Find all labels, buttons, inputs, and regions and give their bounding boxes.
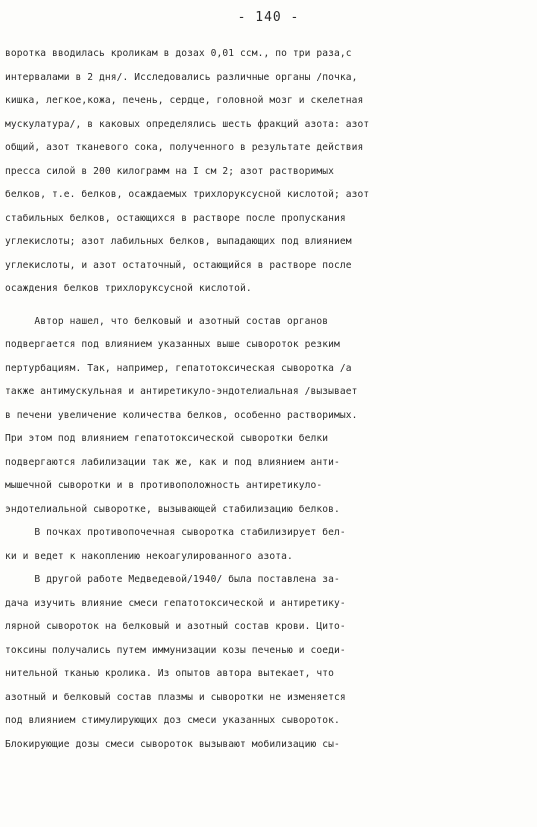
text-line: Автор нашел, что белковый и азотный состав органов bbox=[5, 315, 329, 327]
text-line: под влиянием стимулирующих доз смеси указанных сывороток. bbox=[5, 715, 340, 726]
text-line: Блокирующие дозы смеси сывороток вызывают мобилизацию сы- bbox=[5, 738, 340, 750]
text-line: дача изучить влияние смеси гепатотоксической и антиретику- bbox=[5, 597, 346, 609]
text-line: мускулатура/, в каковых определялись шесть фракций азота: азот bbox=[5, 118, 370, 130]
text-line: При этом под влиянием гепатотоксической сыворотки белки bbox=[5, 433, 329, 444]
text-line: мышечной сыворотки и в противоположность антиретикуло- bbox=[5, 480, 323, 491]
text-line: пресса силой в 200 килограмм на I см 2; азот растворимых bbox=[5, 165, 335, 177]
text-line: кишка, легкое,кожа, печень, сердце, головной мозг и скелетная bbox=[5, 95, 364, 106]
text-line: также антимускульная и антиретикуло-эндотелиальная /вызывает bbox=[5, 386, 358, 397]
text-line: подвергается под влиянием указанных выше сывороток резким bbox=[5, 339, 340, 350]
text-line: азотный и белковый состав плазмы и сыворотки не изменяется bbox=[5, 691, 346, 703]
text-line: токсины получались путем иммунизации козы печенью и соеди- bbox=[5, 644, 346, 656]
text-line: в печени увеличение количества белков, особенно растворимых. bbox=[5, 409, 358, 421]
text-line: интервалами в 2 дня/. Исследовались различные органы /почка, bbox=[5, 71, 358, 83]
text-line: В другой работе Медведевой/1940/ была поставлена за- bbox=[5, 574, 340, 585]
page-number: - 140 - bbox=[237, 10, 300, 25]
text-line: нительной тканью кролика. Из опытов автора вытекает, что bbox=[5, 668, 335, 679]
text-line: углекислоты; азот лабильных белков, выпадающих под влиянием bbox=[5, 236, 352, 247]
text-line: осаждения белков трихлоруксусной кислотой. bbox=[5, 283, 252, 294]
body-text bbox=[5, 42, 527, 756]
text-line: подвергаются лабилизации так же, как и под влиянием анти- bbox=[5, 456, 340, 468]
text-line: стабильных белков, остающихся в растворе после пропускания bbox=[5, 212, 346, 224]
text-line: пертурбациям. Так, например, гепатотоксическая сыворотка /а bbox=[5, 362, 352, 374]
text-line: эндотелиальной сыворотке, вызывающей стабилизацию белков. bbox=[5, 503, 340, 515]
text-line: В почках противопочечная сыворотка стабилизирует бел- bbox=[5, 527, 346, 538]
text-line: белков, т.е. белков, осаждаемых трихлоруксусной кислотой; азот bbox=[5, 189, 370, 200]
text-line: ки и ведет к накоплению некоагулированного азота. bbox=[5, 550, 293, 562]
text-line: общий, азот тканевого сока, полученного в результате действия bbox=[5, 142, 364, 153]
text-line: углекислоты, и азот остаточный, остающийся в растворе после bbox=[5, 259, 352, 271]
text-line: лярной сывороток на белковый и азотный состав крови. Цито- bbox=[5, 621, 346, 632]
text-line: воротка вводилась кроликам в дозах 0,01 сcм., по три раза,с bbox=[5, 48, 352, 59]
